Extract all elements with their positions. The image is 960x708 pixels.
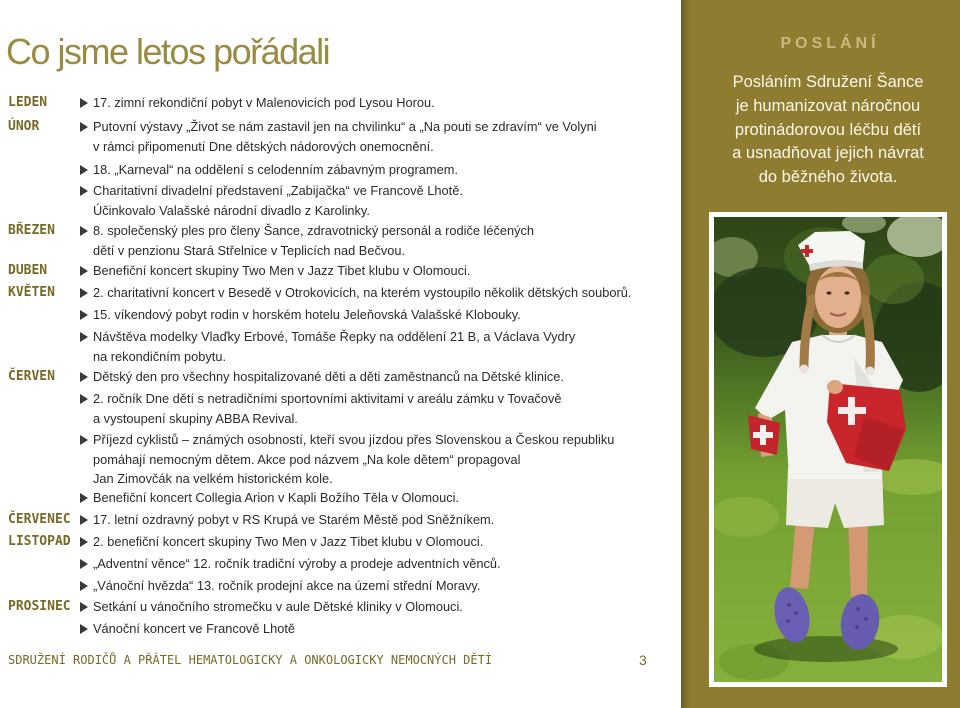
triangle-bullet-icon [80, 266, 88, 276]
event-text: 2. ročník Dne dětí s netradičními sportovními aktivitami v areálu zámku v Tovačově [93, 391, 562, 406]
event-item [80, 430, 614, 489]
month-label-leden: LEDEN [8, 95, 48, 110]
girl-photo-illustration [714, 217, 942, 682]
event-item [80, 576, 480, 596]
triangle-bullet-icon [80, 122, 88, 132]
triangle-bullet-icon [80, 559, 88, 569]
triangle-bullet-icon [80, 372, 88, 382]
right-hand [827, 380, 843, 394]
triangle-bullet-icon [80, 288, 88, 298]
month-label-brezen: BŘEZEN [8, 223, 55, 238]
event-item [80, 367, 564, 387]
triangle-bullet-icon [80, 435, 88, 445]
triangle-bullet-icon [80, 581, 88, 591]
sidebar-heading: POSLÁNÍ [780, 35, 880, 52]
triangle-bullet-icon [80, 602, 88, 612]
triangle-bullet-icon [80, 332, 88, 342]
event-text: 18. „Karneval“ na oddělení s celodenním zábavným programem. [93, 162, 458, 177]
footer-organization: SDRUŽENÍ RODIČŮ A PŘÁTEL HEMATOLOGICKY A ONKOLOGICKY NEMOCNÝCH DĚTÍ [8, 653, 493, 667]
event-item [80, 160, 458, 180]
month-label-unor: ÚNOR [8, 119, 40, 134]
event-text: 8. společenský ples pro členy Šance, zdravotnický personál a rodiče léčených [93, 223, 535, 238]
triangle-bullet-icon [80, 98, 88, 108]
event-text: Návštěva modelky Vlaďky Erbové, Tomáše Řepky na oddělení 21 B, a Václava Vydry [93, 329, 576, 344]
event-item [80, 554, 501, 574]
triangle-bullet-icon [80, 310, 88, 320]
event-text: „Vánoční hvězda“ 13. ročník prodejní akce na území střední Moravy. [93, 578, 481, 593]
event-text: 15. víkendový pobyt rodin v horském hotelu Jeleňovská Valašské Klobouky. [93, 307, 521, 322]
triangle-bullet-icon [80, 493, 88, 503]
event-item [80, 117, 597, 156]
month-label-kveten: KVĚTEN [8, 285, 55, 300]
event-item [80, 305, 521, 325]
event-item [80, 181, 463, 220]
event-text: „Adventní věnce“ 12. ročník tradiční výroby a prodeje adventních věnců. [93, 556, 501, 571]
mission-line: protinádorovou léčbu dětí [734, 120, 922, 139]
page-title: Co jsme letos pořádali [6, 31, 330, 72]
event-text: dětí v penzionu Stará Střelnice v Teplicích nad Bečvou. [93, 242, 406, 258]
mission-line: Posláním Sdružení Šance [732, 73, 924, 91]
event-text: 2. benefiční koncert skupiny Two Men v Jazz Tibet klubu v Olomouci. [93, 534, 484, 549]
triangle-bullet-icon [80, 537, 88, 547]
ground-shadow [754, 636, 898, 662]
right-leg [848, 519, 868, 597]
mission-statement [709, 71, 947, 190]
event-text: Účinkovalo Valašské národní divadlo z Karolinky. [93, 202, 370, 218]
event-text: Dětský den pro všechny hospitalizované děti a děti zaměstnanců na Dětské klinice. [93, 369, 564, 384]
triangle-bullet-icon [80, 515, 88, 525]
event-text: Charitativní divadelní představení „Zabijačka“ ve Francově Lhotě. [93, 183, 463, 198]
event-text: Jan Zimovčák na velkém historickém kole. [93, 471, 333, 486]
month-label-listopad: LISTOPAD [8, 534, 71, 549]
event-text: Vánoční koncert ve Francově Lhotě [93, 621, 296, 636]
triangle-bullet-icon [80, 394, 88, 404]
event-text: Putovní výstavy „Život se nám zastavil jen na chvilinku“ a „Na pouti se zdravím“ ve Volyni [93, 119, 597, 134]
photo [709, 212, 947, 687]
page-number: 3 [639, 652, 647, 668]
event-item [80, 532, 483, 552]
month-label-cervenec: ČERVENEC [8, 512, 71, 527]
event-text: Příjezd cyklistů – známých osobností, kteří svou jízdou přes Slovenskou a Českou republiku [93, 432, 615, 447]
event-item [80, 93, 435, 113]
triangle-bullet-icon [80, 186, 88, 196]
event-item [80, 261, 470, 281]
month-label-prosinec: PROSINEC [8, 599, 71, 614]
triangle-bullet-icon [80, 165, 88, 175]
mission-sidebar [681, 0, 960, 708]
event-item [80, 327, 575, 366]
event-item [80, 597, 463, 617]
mission-line: a usnadňovat jejich návrat [732, 144, 924, 163]
event-text: 17. letní ozdravný pobyt v RS Krupá ve Starém Městě pod Sněžníkem. [93, 512, 495, 527]
event-text: Benefiční koncert skupiny Two Men v Jazz Tibet klubu v Olomouci. [93, 263, 471, 278]
event-text: 2. charitativní koncert v Besedě v Otrokovicích, na kterém vystoupilo několik dětských souborů. [93, 285, 632, 300]
triangle-bullet-icon [80, 624, 88, 634]
event-text: 17. zimní rekondiční pobyt v Malenovicích pod Lysou Horou. [93, 95, 435, 110]
event-item [80, 619, 295, 639]
event-item [80, 510, 494, 530]
event-text: na rekondičním pobytu. [93, 348, 227, 364]
mission-line: je humanizovat náročnou [735, 96, 921, 115]
month-label-duben: DUBEN [8, 263, 48, 278]
event-text: Setkání u vánočního stromečku v aule Dětské kliniky v Olomouci. [93, 599, 463, 614]
event-item [80, 488, 459, 508]
mission-line: do běžného života. [758, 168, 898, 186]
event-item [80, 283, 631, 303]
event-text: a vystoupení skupiny ABBA Revival. [93, 410, 298, 426]
triangle-bullet-icon [80, 226, 88, 236]
event-item [80, 221, 534, 260]
event-item [80, 389, 561, 428]
event-text: Benefiční koncert Collegia Arion v Kapli Božího Těla v Olomouci. [93, 490, 460, 505]
month-label-cerven: ČERVEN [8, 369, 55, 384]
event-text: v rámci připomenutí Dne dětských nádorových onemocnění. [93, 138, 434, 154]
event-text: pomáhají nemocným dětem. Akce pod názvem „Na kole dětem“ propagoval [93, 451, 521, 467]
